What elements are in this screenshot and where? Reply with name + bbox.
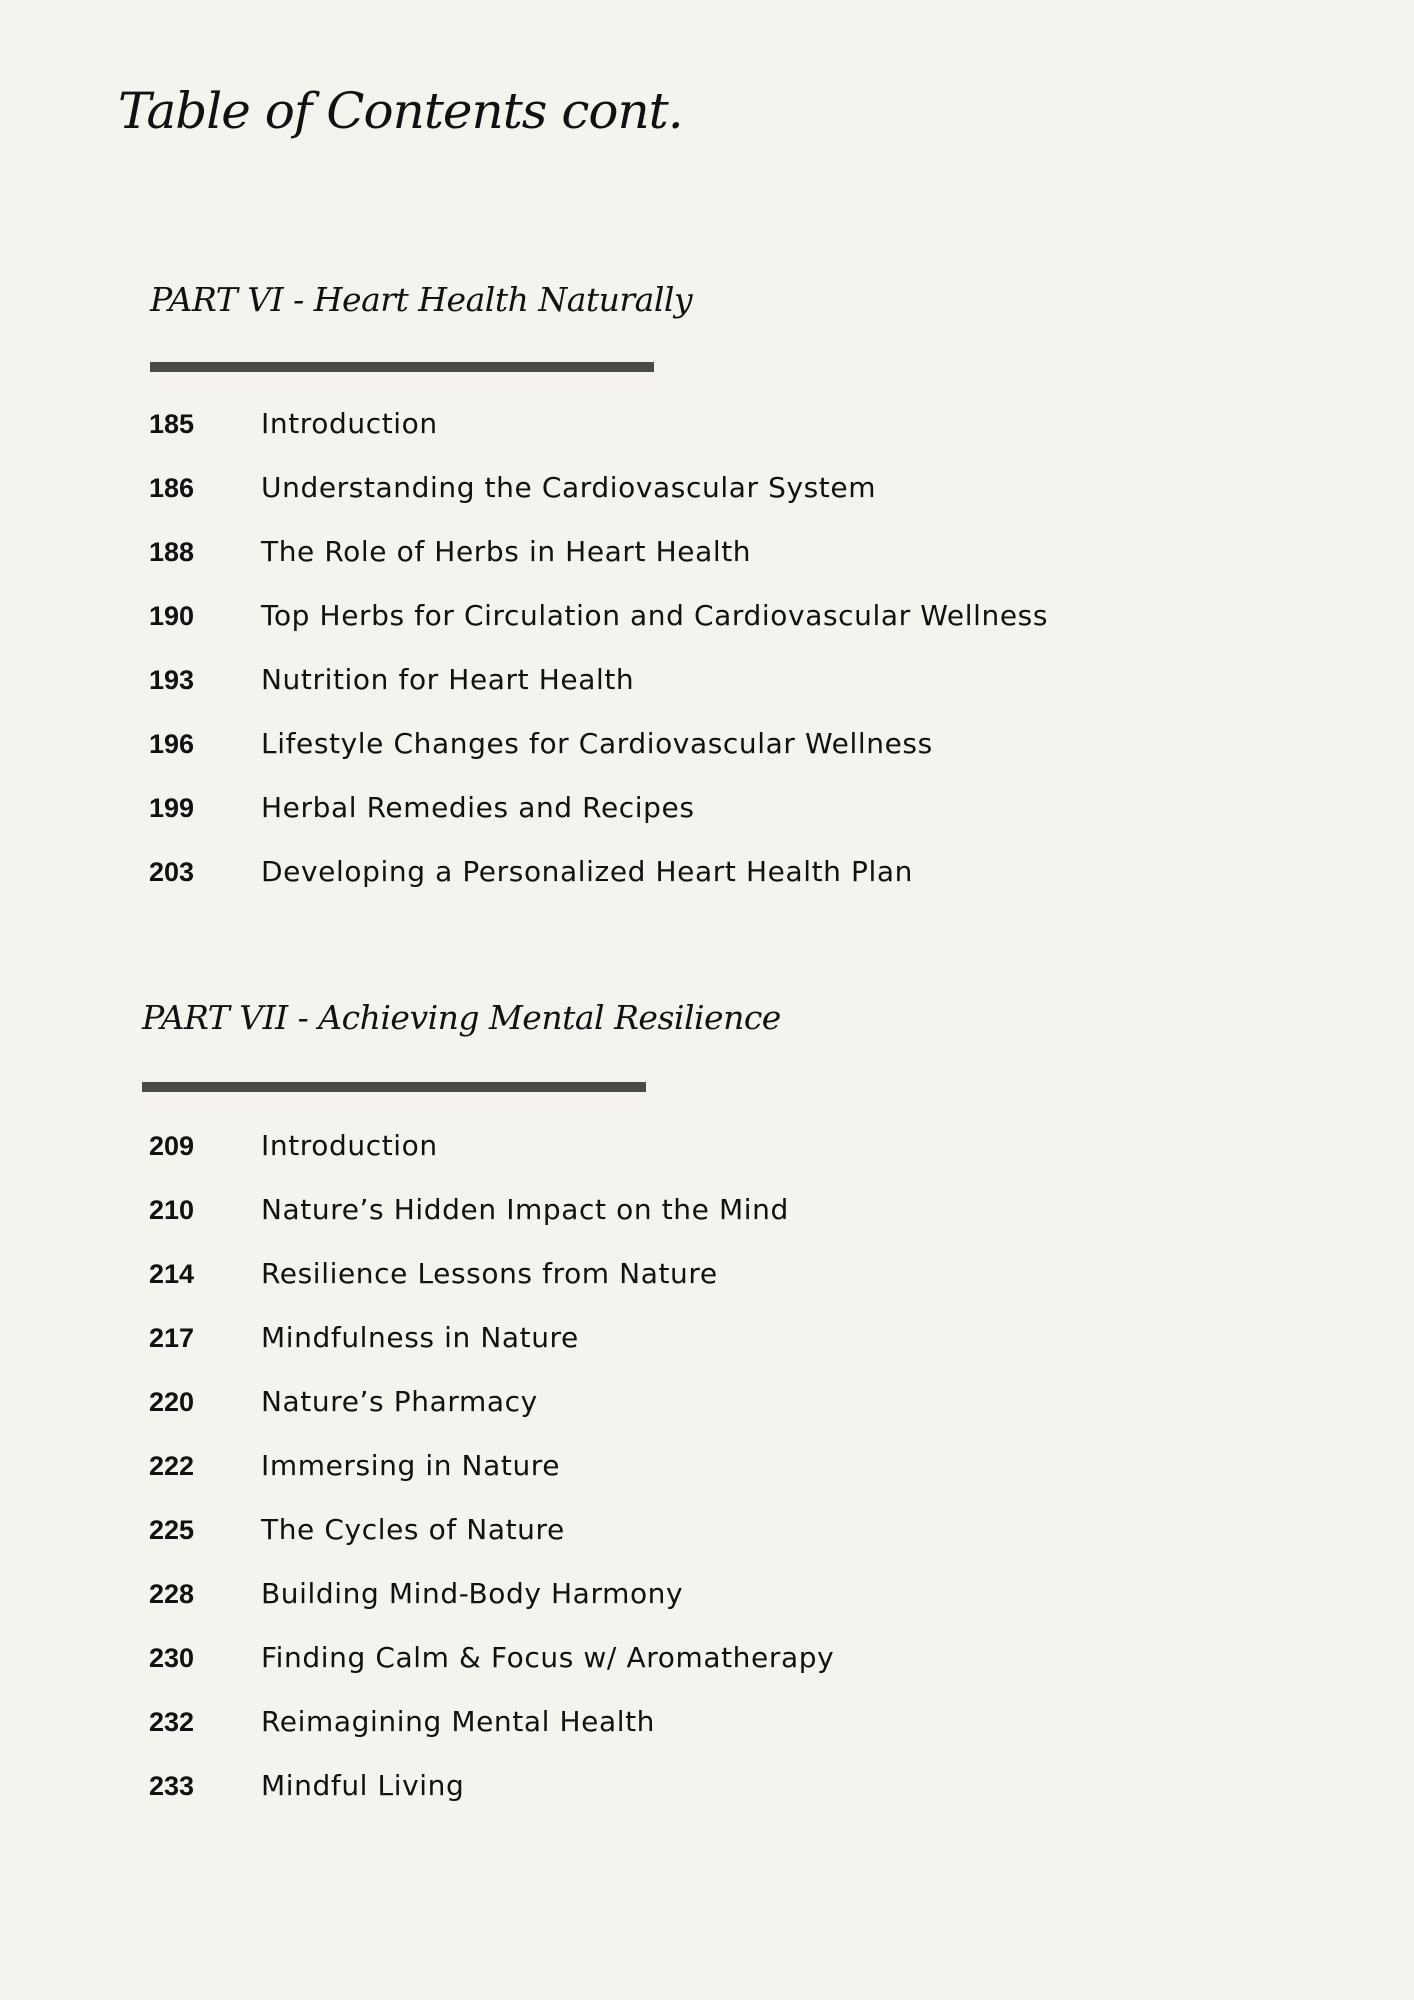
part-vi-divider: [150, 362, 654, 372]
toc-entry-label: Finding Calm & Focus w/ Aromatherapy: [261, 1641, 835, 1674]
toc-page-number: 193: [149, 665, 195, 695]
toc-entry[interactable]: [0, 1510, 1200, 1550]
toc-page-number: 214: [149, 1259, 195, 1289]
toc-entry[interactable]: [0, 1254, 1200, 1294]
toc-entry-label: Understanding the Cardiovascular System: [261, 471, 877, 504]
toc-entry[interactable]: [0, 724, 1200, 764]
toc-entry[interactable]: [0, 1446, 1200, 1486]
toc-entry[interactable]: [0, 1766, 1200, 1806]
toc-entry[interactable]: [0, 1702, 1200, 1742]
part-vii-divider: [142, 1082, 646, 1092]
toc-page-number: 228: [149, 1579, 195, 1609]
toc-page-number: 222: [149, 1451, 195, 1481]
toc-entry-label: Building Mind-Body Harmony: [261, 1577, 684, 1610]
toc-page-number: 220: [149, 1387, 195, 1417]
toc-page-number: 203: [149, 857, 195, 887]
toc-page-number: 199: [149, 793, 195, 823]
toc-entry-label: Nature’s Pharmacy: [261, 1385, 538, 1418]
toc-entry[interactable]: [0, 788, 1200, 828]
toc-entry[interactable]: [0, 532, 1200, 572]
toc-entry[interactable]: [0, 1126, 1200, 1166]
toc-page-number: 210: [149, 1195, 195, 1225]
toc-page-number: 232: [149, 1707, 195, 1737]
toc-entry-label: The Cycles of Nature: [261, 1513, 565, 1546]
toc-entry-label: Immersing in Nature: [261, 1449, 561, 1482]
part-vii-title: PART VII - Achieving Mental Resilience: [142, 998, 781, 1037]
toc-entry-label: Herbal Remedies and Recipes: [261, 791, 695, 824]
toc-page-number: 230: [149, 1643, 195, 1673]
part-vi-title: PART VI - Heart Health Naturally: [150, 280, 693, 319]
toc-entry[interactable]: [0, 596, 1200, 636]
toc-entry-label: Introduction: [261, 407, 438, 440]
toc-page-number: 186: [149, 473, 195, 503]
toc-entry-label: Top Herbs for Circulation and Cardiovascular Wellness: [261, 599, 1049, 632]
toc-page-number: 190: [149, 601, 195, 631]
toc-page-number: 188: [149, 537, 195, 567]
toc-entry[interactable]: [0, 1574, 1200, 1614]
toc-page-number: 225: [149, 1515, 195, 1545]
toc-entry-label: Resilience Lessons from Nature: [261, 1257, 718, 1290]
toc-page-number: 209: [149, 1131, 195, 1161]
toc-entry[interactable]: [0, 660, 1200, 700]
toc-page-number: 217: [149, 1323, 195, 1353]
toc-entry[interactable]: [0, 1638, 1200, 1678]
toc-page-number: 233: [149, 1771, 195, 1801]
toc-entry-label: Lifestyle Changes for Cardiovascular Wellness: [261, 727, 933, 760]
toc-entry-label: Introduction: [261, 1129, 438, 1162]
toc-entry-label: Nutrition for Heart Health: [261, 663, 635, 696]
toc-page-number: 196: [149, 729, 195, 759]
toc-entry-label: Developing a Personalized Heart Health Plan: [261, 855, 913, 888]
toc-entry[interactable]: [0, 852, 1200, 892]
toc-entry-label: Reimagining Mental Health: [261, 1705, 656, 1738]
toc-entry-label: Mindfulness in Nature: [261, 1321, 579, 1354]
toc-entry[interactable]: [0, 468, 1200, 508]
toc-entry[interactable]: [0, 404, 1200, 444]
toc-entry[interactable]: [0, 1382, 1200, 1422]
page-title: Table of Contents cont.: [118, 82, 683, 140]
toc-entry-label: Mindful Living: [261, 1769, 465, 1802]
toc-entry[interactable]: [0, 1318, 1200, 1358]
toc-entry[interactable]: [0, 1190, 1200, 1230]
toc-entry-label: The Role of Herbs in Heart Health: [261, 535, 752, 568]
toc-entry-label: Nature’s Hidden Impact on the Mind: [261, 1193, 789, 1226]
toc-page-number: 185: [149, 409, 195, 439]
